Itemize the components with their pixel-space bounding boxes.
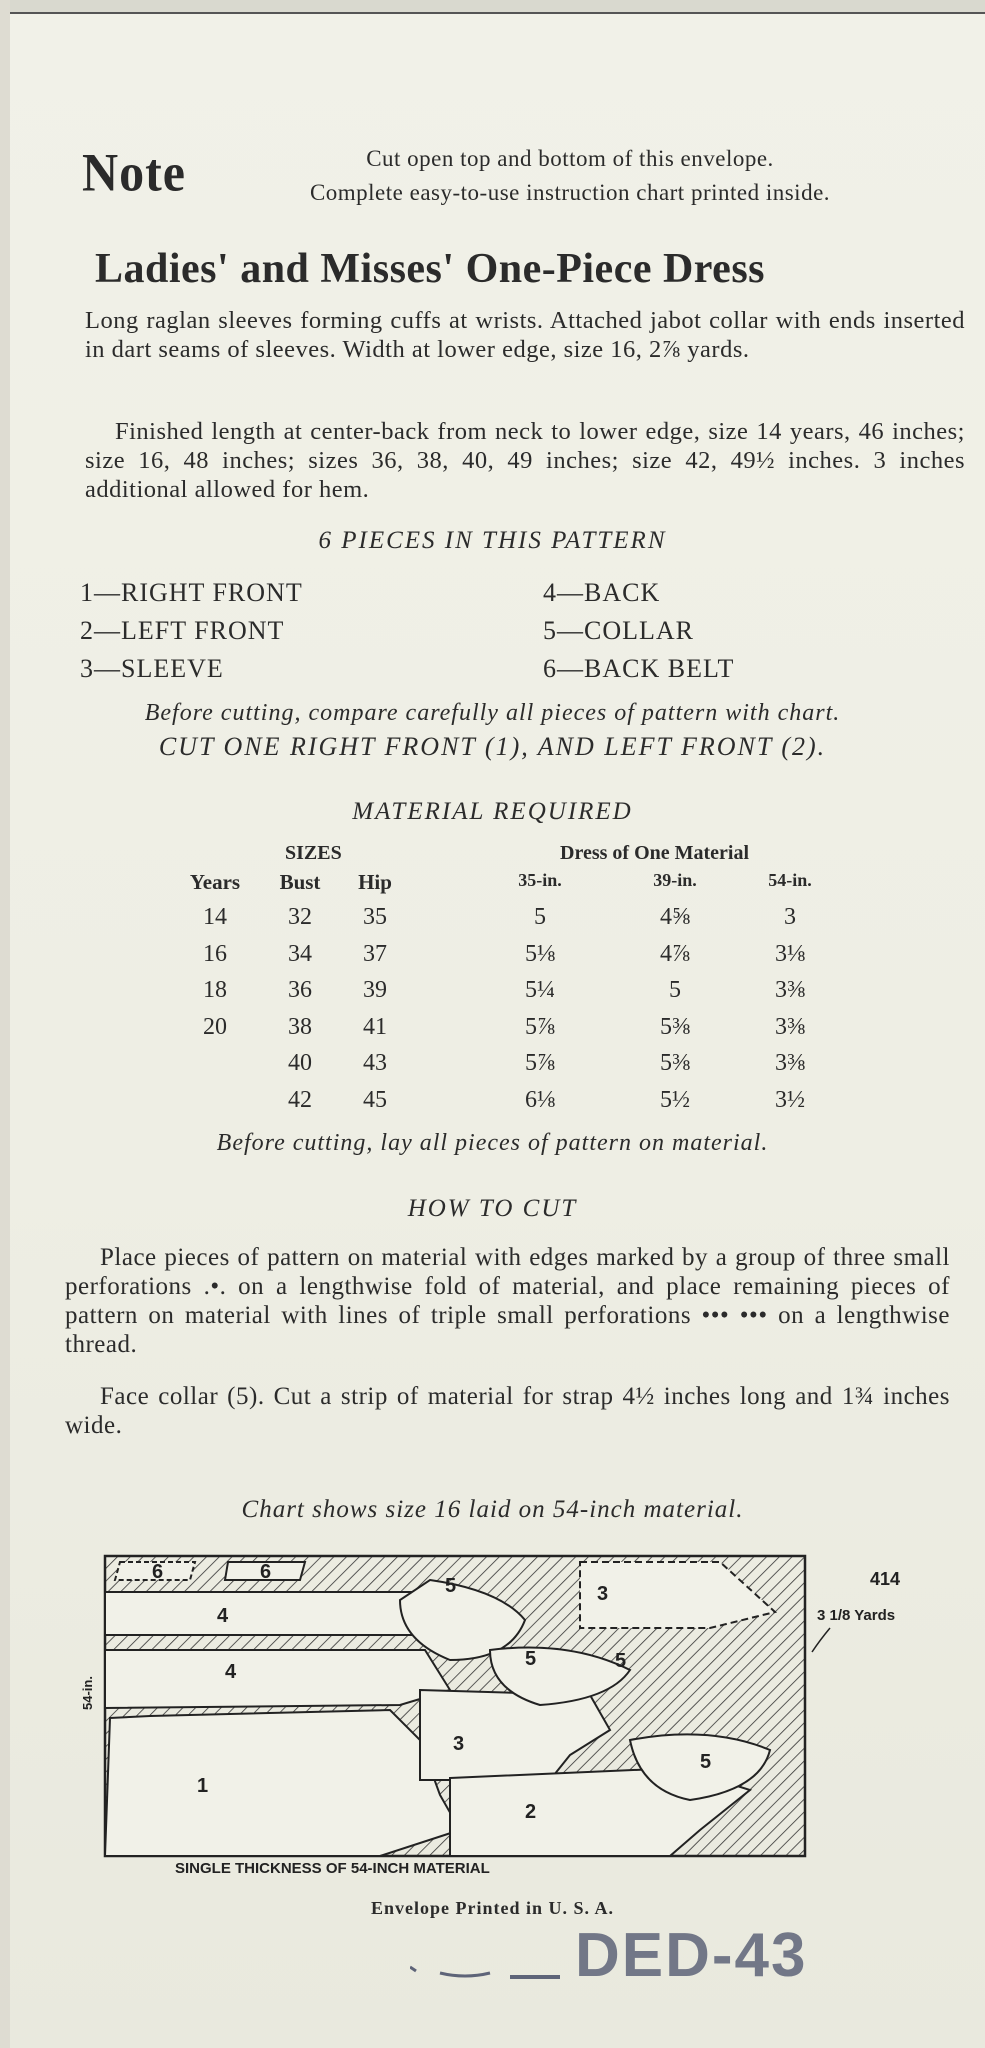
material-column-header: Hip <box>358 870 392 894</box>
material-cell: 16 <box>203 940 227 967</box>
finished-length: Finished length at center-back from neck to lower edge, size 14 years, 46 inches; size 16, 48 inches; sizes 36, 38, 40, 49 inches; size 42, 49½ inches. 3 inches additional allowed for hem. <box>85 418 965 503</box>
piece-shape <box>105 1650 450 1708</box>
bottom-label: SINGLE THICKNESS OF 54-INCH MATERIAL <box>175 1860 490 1877</box>
piece-item: 2—LEFT FRONT <box>80 616 285 645</box>
material-cell: 18 <box>203 977 227 1003</box>
how-to-cut-para-1: Place pieces of pattern on material with edges marked by a group of three small perforations .•. on a lengthwise fold of material, and place remaining pieces of pattern on material with lines of triple small perforations ••• ••• on a lengthwise thread. <box>65 1244 950 1358</box>
material-cell: 3⅛ <box>775 940 805 967</box>
piece-item: 5—COLLAR <box>543 616 694 645</box>
piece-number: 6 <box>260 1561 272 1583</box>
material-column-header: Bust <box>279 870 321 894</box>
left-edge <box>0 0 10 2048</box>
material-cell: 40 <box>288 1050 312 1076</box>
material-cell: 3½ <box>775 1086 805 1113</box>
material-cell: 38 <box>288 1013 312 1040</box>
lay-note: Before cutting, lay all pieces of pattern on material. <box>216 1130 769 1156</box>
how-to-cut-heading: HOW TO CUT <box>407 1195 578 1222</box>
material-cell: 32 <box>288 904 312 930</box>
piece-item: 1—RIGHT FRONT <box>80 578 303 607</box>
yards-arrow <box>812 1628 830 1652</box>
cutting-layout-diagram <box>70 1540 950 1877</box>
material-cell: 3⅜ <box>775 1050 805 1076</box>
dress-label: Dress of One Material <box>560 842 750 864</box>
side-label: 54-in. <box>80 1676 95 1710</box>
material-cell: 20 <box>203 1013 227 1040</box>
material-cell: 34 <box>288 940 312 967</box>
material-cell: 14 <box>203 904 227 930</box>
cut-note: CUT ONE RIGHT FRONT (1), AND LEFT FRONT (2). <box>158 732 827 761</box>
piece-number: 1 <box>197 1775 209 1797</box>
material-cell: 35 <box>363 904 387 930</box>
material-cell: 5½ <box>660 1086 690 1113</box>
note-line-2: Complete easy-to-use instruction chart printed inside. <box>309 180 831 205</box>
piece-number: 5 <box>445 1575 457 1597</box>
piece-shape <box>105 1710 460 1856</box>
piece-number: 2 <box>525 1801 537 1823</box>
piece-number: 5 <box>615 1650 627 1672</box>
material-column-header: 39-in. <box>653 870 697 890</box>
material-cell: 43 <box>363 1050 387 1076</box>
top-edge <box>0 0 985 14</box>
layout-svg <box>70 1540 950 1877</box>
material-column-header: 54-in. <box>768 870 812 890</box>
pieces-column-1 <box>80 574 303 688</box>
yards-label: 3 1/8 Yards <box>817 1607 896 1624</box>
pieces-heading: 6 PIECES IN THIS PATTERN <box>318 527 667 554</box>
material-column-header: 35-in. <box>518 870 562 890</box>
material-cell: 4⅝ <box>660 904 690 930</box>
note-label: Note <box>82 141 186 203</box>
piece-number: 3 <box>453 1733 465 1755</box>
pieces-column-2 <box>543 574 734 688</box>
sizes-label: SIZES <box>285 842 342 864</box>
material-cell: 6⅛ <box>525 1086 555 1113</box>
material-cell: 5⅜ <box>660 1050 690 1076</box>
material-cell: 4⅞ <box>660 940 690 967</box>
piece-number: 6 <box>152 1561 164 1583</box>
material-cell: 5⅛ <box>525 940 555 967</box>
stamp-dashes <box>410 1955 560 1985</box>
material-cell: 3 <box>784 904 796 930</box>
material-cell: 5⅞ <box>525 1013 555 1040</box>
note-line-1: Cut open top and bottom of this envelope. <box>366 146 774 171</box>
material-cell: 39 <box>363 977 387 1003</box>
description: Long raglan sleeves forming cuffs at wrists. Attached jabot collar with ends inserted in dart seams of sleeves. Width at lower edge, size 16, 2⅞ yards. <box>85 307 965 363</box>
piece-number: 5 <box>525 1648 537 1670</box>
how-to-cut-para-2: Face collar (5). Cut a strip of material for strap 4½ inches long and 1¾ inches wide. <box>65 1383 950 1439</box>
material-cell: 45 <box>363 1086 387 1113</box>
material-cell: 5¼ <box>525 977 555 1003</box>
chart-caption: Chart shows size 16 laid on 54-inch material. <box>241 1496 744 1523</box>
pattern-title: Ladies' and Misses' One-Piece Dress <box>95 246 766 292</box>
piece-number: 3 <box>597 1583 609 1605</box>
piece-number: 5 <box>700 1751 712 1773</box>
material-cell: 42 <box>288 1086 312 1113</box>
material-heading: MATERIAL REQUIRED <box>352 798 633 825</box>
material-column-header: Years <box>189 870 241 894</box>
piece-number: 4 <box>217 1605 229 1627</box>
piece-number: 4 <box>225 1661 237 1683</box>
catalog-stamp: DED-43 <box>575 1921 808 1990</box>
pattern-number: 414 <box>870 1569 901 1589</box>
piece-item: 4—BACK <box>543 578 661 607</box>
compare-note: Before cutting, compare carefully all pieces of pattern with chart. <box>144 700 841 726</box>
printed-in-usa: Envelope Printed in U. S. A. <box>370 1898 615 1918</box>
piece-item: 3—SLEEVE <box>80 654 224 683</box>
material-cell: 5 <box>669 977 681 1003</box>
material-cell: 5⅜ <box>660 1013 690 1040</box>
material-cell: 36 <box>288 977 312 1003</box>
material-cell: 3⅜ <box>775 977 805 1003</box>
material-cell: 41 <box>363 1013 387 1040</box>
material-cell: 5 <box>534 904 546 930</box>
material-cell: 37 <box>363 940 387 967</box>
material-cell: 3⅜ <box>775 1013 805 1040</box>
material-cell: 5⅞ <box>525 1050 555 1076</box>
piece-shape <box>105 1592 430 1635</box>
piece-item: 6—BACK BELT <box>543 654 735 683</box>
